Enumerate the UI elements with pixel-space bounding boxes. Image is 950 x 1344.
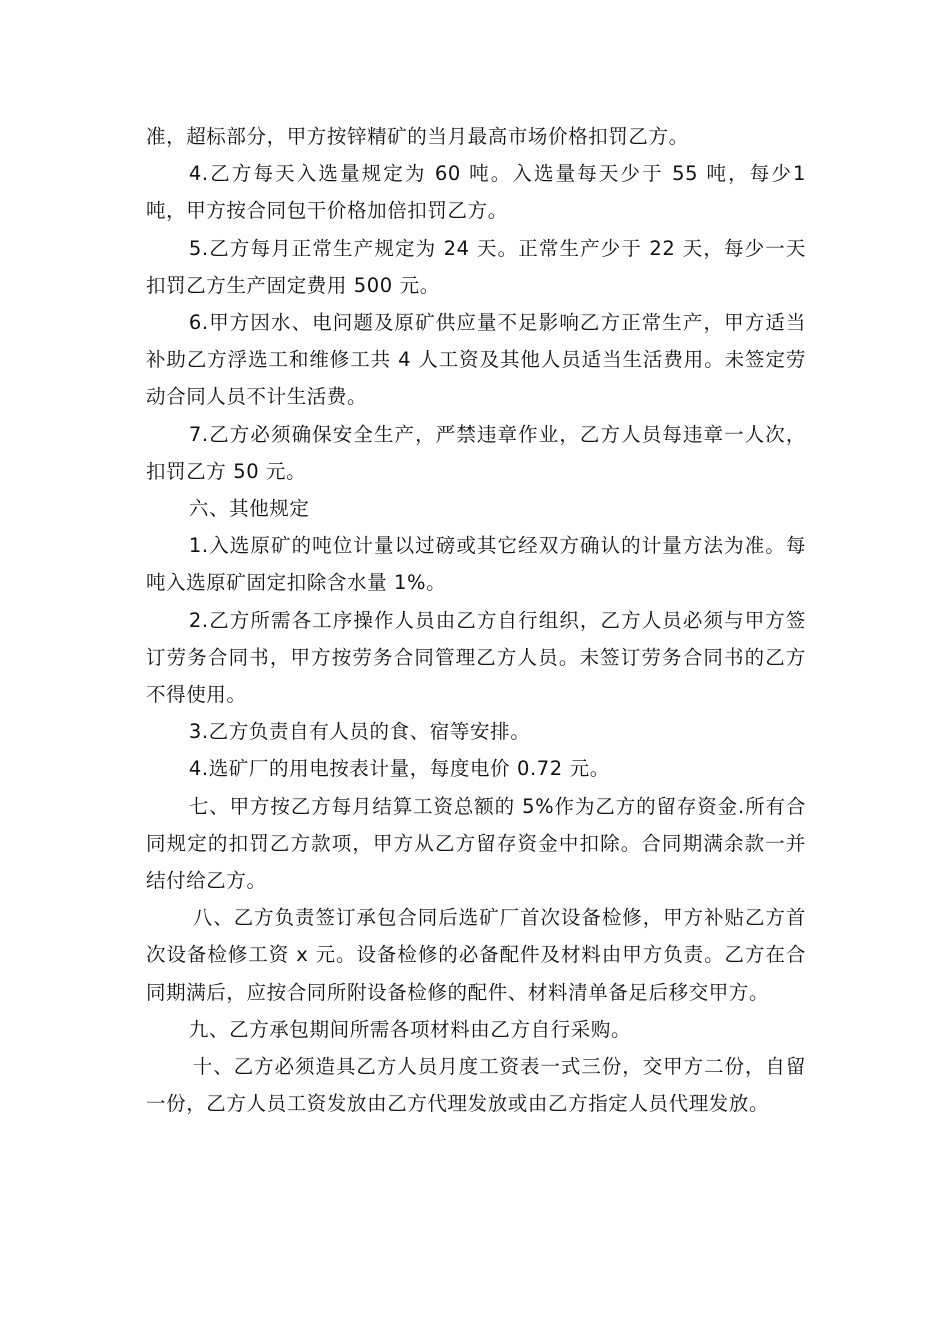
paragraph-clause-5: 5.乙方每月正常生产规定为 24 天。正常生产少于 22 天，每少一天扣罚乙方生产固定费用 500 元。 bbox=[146, 236, 806, 297]
paragraph-provision-4: 4.选矿厂的用电按表计量，每度电价 0.72 元。 bbox=[188, 757, 610, 781]
section-eight: 八、乙方负责签订承包合同后选矿厂首次设备检修，甲方补贴乙方首次设备检修工资 x 元。设备检修的必备配件及材料由甲方负责。乙方在合同期满后，应按合同所附设备检修的配件、材料清单备足后移交甲方。 bbox=[146, 906, 806, 1004]
section-ten: 十、乙方必须造具乙方人员月度工资表一式三份，交甲方二份，自留一份，乙方人员工资发放由乙方代理发放或由乙方指定人员代理发放。 bbox=[146, 1055, 806, 1116]
document-body bbox=[146, 118, 806, 1122]
paragraph-clause-4: 4.乙方每天入选量规定为 60 吨。入选量每天少于 55 吨，每少1 吨，甲方按合同包干价格加倍扣罚乙方。 bbox=[146, 162, 806, 223]
paragraph-clause-7: 7.乙方必须确保安全生产，严禁违章作业，乙方人员每违章一人次，扣罚乙方 50 元。 bbox=[146, 422, 806, 483]
paragraph-clause-6: 6.甲方因水、电问题及原矿供应量不足影响乙方正常生产，甲方适当补助乙方浮选工和维修工共 4 人工资及其他人员适当生活费用。未签定劳动合同人员不计生活费。 bbox=[146, 311, 806, 409]
paragraph-provision-1: 1.入选原矿的吨位计量以过磅或其它经双方确认的计量方法为准。每吨入选原矿固定扣除含水量 1%。 bbox=[146, 534, 806, 595]
paragraph-provision-3: 3.乙方负责自有人员的食、宿等安排。 bbox=[188, 720, 531, 744]
section-seven: 七、甲方按乙方每月结算工资总额的 5%作为乙方的留存资金.所有合同规定的扣罚乙方款项，甲方从乙方留存资金中扣除。合同期满余款一并结付给乙方。 bbox=[146, 794, 806, 893]
paragraph-provision-2: 2.乙方所需各工序操作人员由乙方自行组织，乙方人员必须与甲方签订劳务合同书，甲方按劳务合同管理乙方人员。未签订劳务合同书的乙方不得使用。 bbox=[146, 608, 806, 707]
paragraph-continuation: 准，超标部分，甲方按锌精矿的当月最高市场价格扣罚乙方。 bbox=[146, 125, 689, 148]
section-nine: 九、乙方承包期间所需各项材料由乙方自行采购。 bbox=[188, 1017, 632, 1041]
section-heading-other-provisions: 六、其他规定 bbox=[188, 497, 310, 521]
